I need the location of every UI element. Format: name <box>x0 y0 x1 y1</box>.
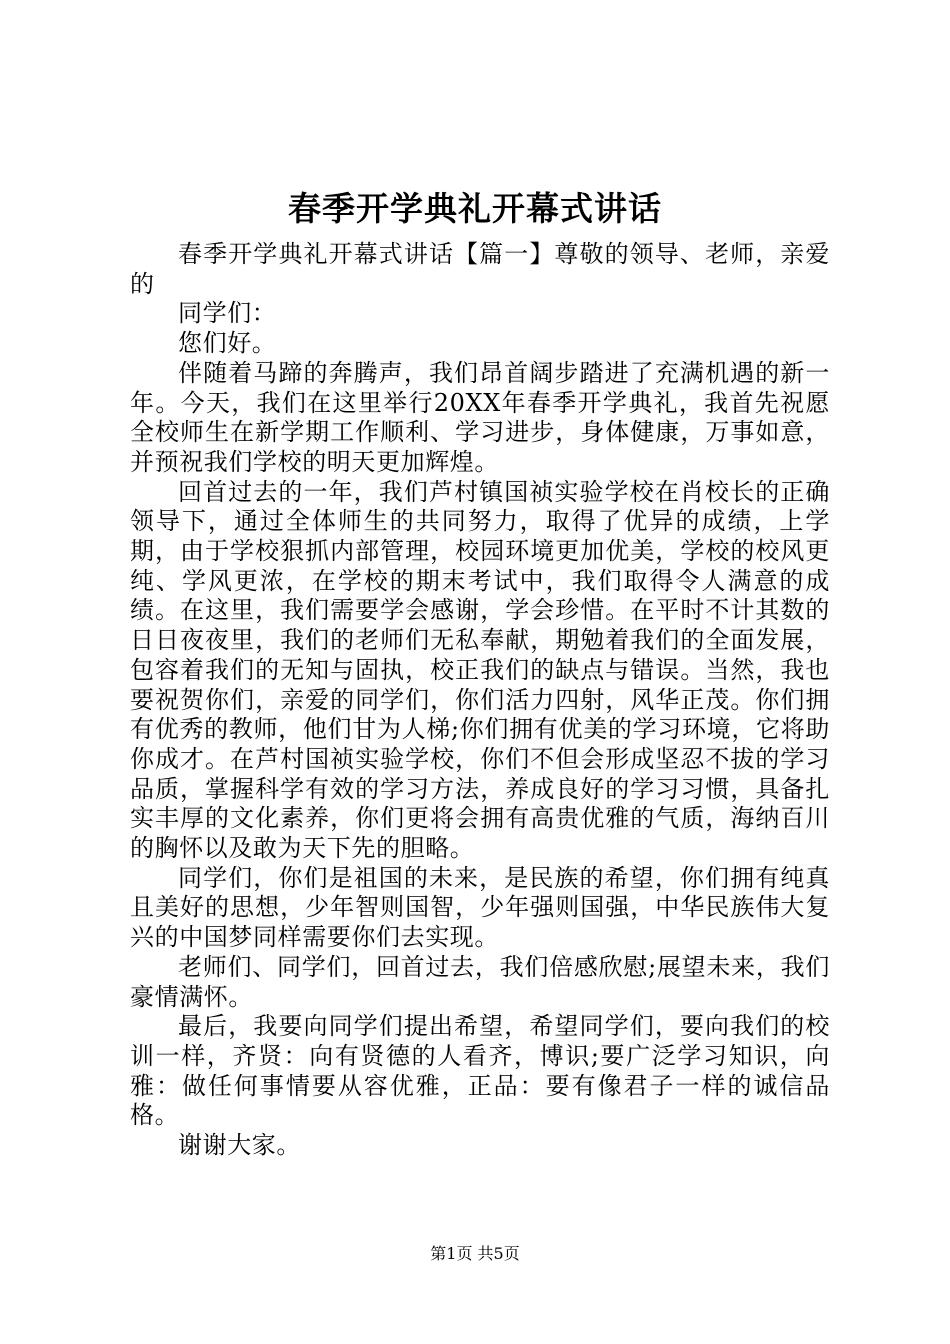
paragraph-hello: 您们好。 <box>178 329 277 358</box>
page-footer: 第1页 共5页 <box>430 1244 520 1263</box>
paragraph-greeting: 春季开学典礼开幕式讲话【篇一】尊敬的领导、老师，亲爱的 <box>130 240 830 298</box>
paragraph-future: 同学们，你们是祖国的未来，是民族的希望，你们拥有纯真且美好的思想，少年智则国智，少年强则国强，中华民族伟大复兴的中国梦同样需要你们去实现。 <box>130 863 830 952</box>
paragraph-salutation: 同学们： <box>178 299 277 328</box>
document-body <box>130 240 830 1161</box>
document-title: 春季开学典礼开幕式讲话 <box>288 189 662 228</box>
paragraph-hopes: 最后，我要向同学们提出希望，希望同学们，要向我们的校训一样，齐贤：向有贤德的人看齐，博识;要广泛学习知识，向雅：做任何事情要从容优雅，正品：要有像君子一样的诚信品格。 <box>130 1012 830 1130</box>
paragraph-opening: 伴随着马蹄的奔腾声，我们昂首阔步踏进了充满机遇的新一年。今天，我们在这里举行20XX年春季开学典礼，我首先祝愿全校师生在新学期工作顺利、学习进步，身体健康，万事如意，并预祝我们学校的明天更加辉煌。 <box>130 358 830 476</box>
paragraph-reflection: 老师们、同学们，回首过去，我们倍感欣慰;展望未来，我们豪情满怀。 <box>130 952 830 1011</box>
paragraph-thanks: 谢谢大家。 <box>178 1131 301 1160</box>
paragraph-review: 回首过去的一年，我们芦村镇国祯实验学校在肖校长的正确领导下，通过全体师生的共同努力，取得了优异的成绩，上学期，由于学校狠抓内部管理，校园环境更加优美，学校的校风更纯、学风更浓，在学校的期末考试中，我们取得令人满意的成绩。在这里，我们需要学会感谢，学会珍惜。在平时不计其数的日日夜夜里，我们的老师们无私奉献，期勉着我们的全面发展，包容着我们的无知与固执，校正我们的缺点与错误。当然，我也要祝贺你们，亲爱的同学们，你们活力四射，风华正茂。你们拥有优秀的教师，他们甘为人梯;你们拥有优美的学习环境，它将助你成才。在芦村国祯实验学校，你们不但会形成坚忍不拔的学习品质，掌握科学有效的学习方法，养成良好的学习习惯，具备扎实丰厚的文化素养，你们更将会拥有高贵优雅的气质，海纳百川的胸怀以及敢为天下先的胆略。 <box>130 477 830 863</box>
